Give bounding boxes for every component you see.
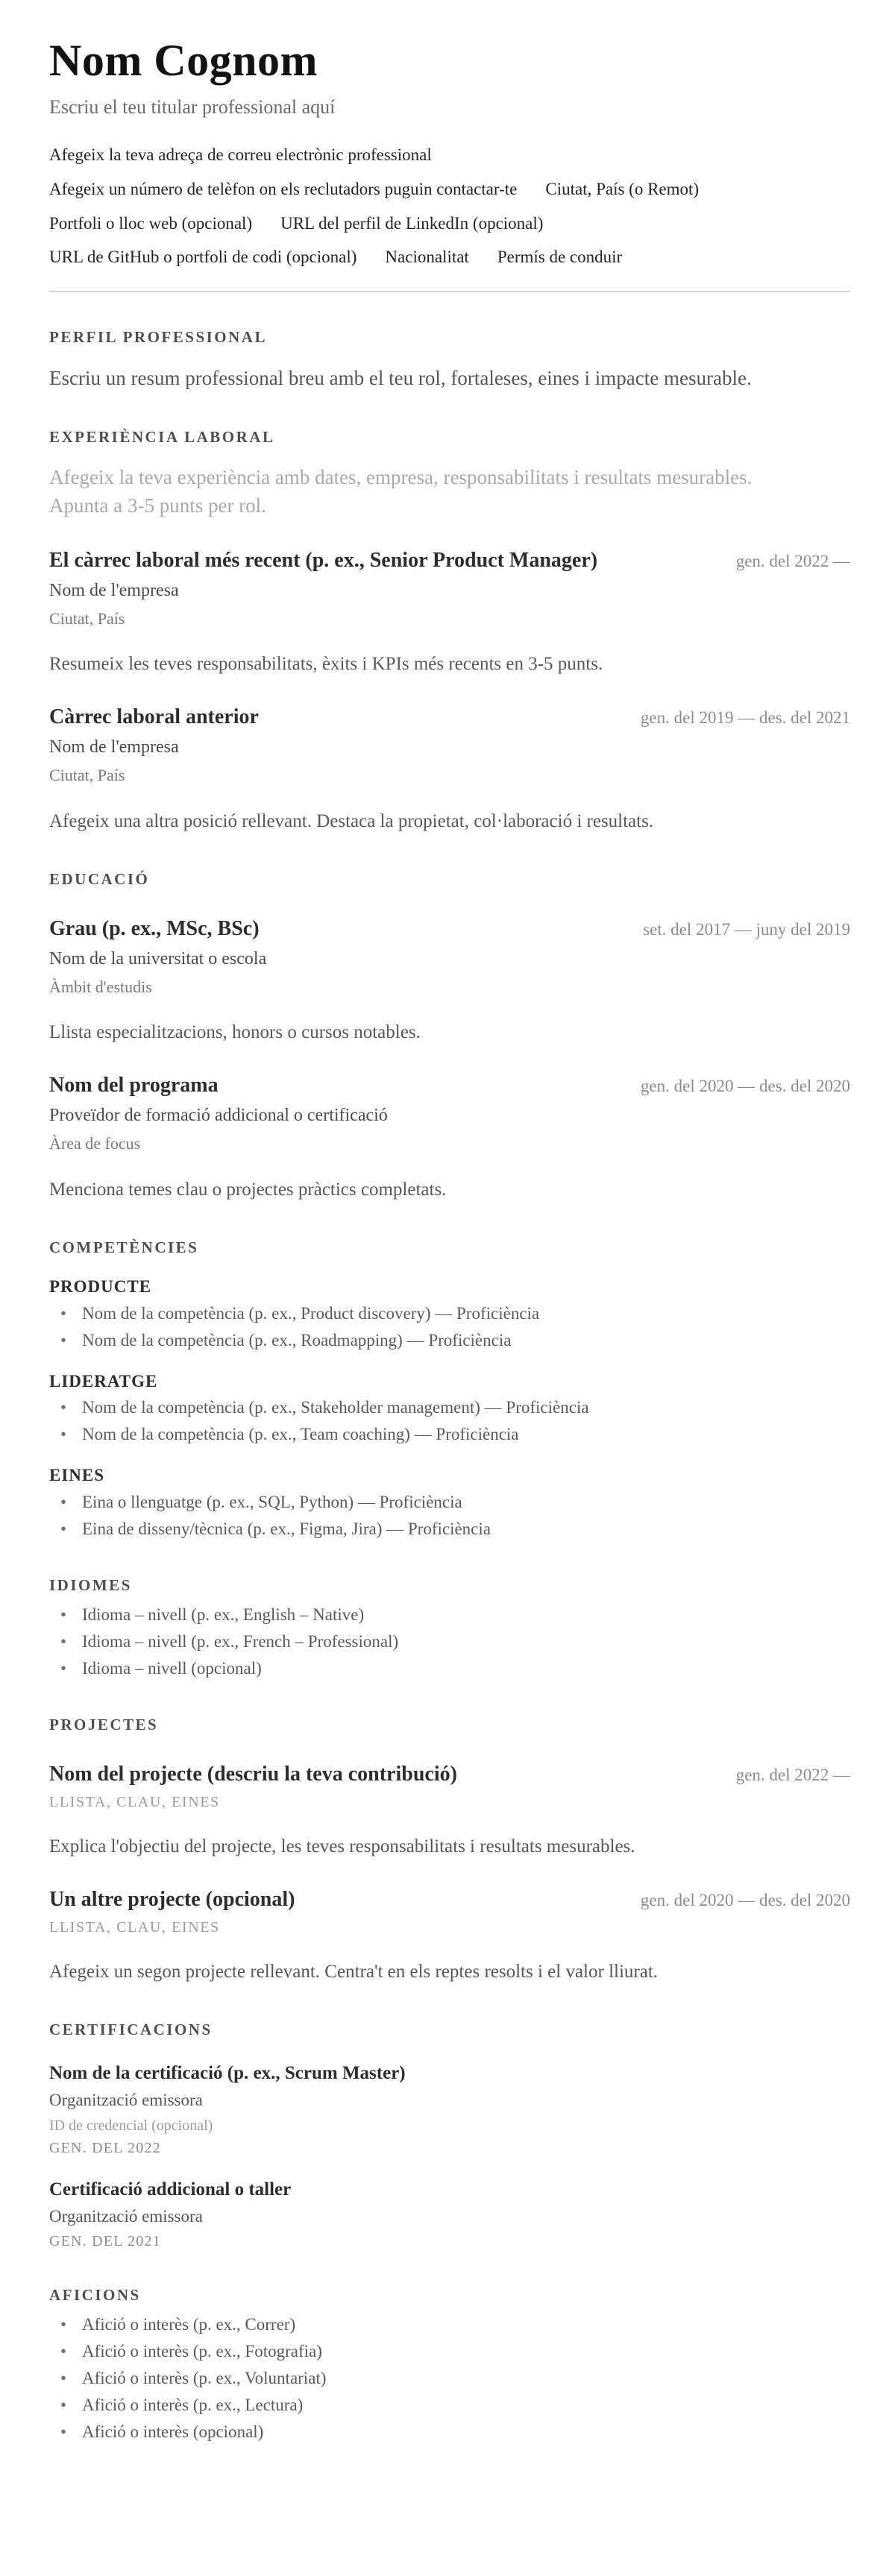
skill-item: • Nom de la competència (p. ex., Stakeholder management) — Proficiència — [49, 1396, 850, 1419]
project-title: Un altre projecte (opcional) — [49, 1887, 295, 1911]
contact-email: Afegeix la teva adreça de correu electrònic professional — [49, 145, 432, 164]
contact-row-3 — [49, 212, 850, 235]
company-name: Nom de l'empresa — [49, 737, 179, 758]
skill-list — [49, 1396, 850, 1446]
experience-entry-1 — [49, 547, 850, 678]
project-dates: gen. del 2020 — des. del 2020 — [640, 1890, 850, 1909]
experience-section-heading: EXPERIÈNCIA LABORAL — [49, 427, 275, 446]
section-languages — [49, 1576, 850, 1680]
experience-entry-header — [49, 704, 850, 730]
job-location: Ciutat, País — [49, 766, 125, 785]
skill-group-name: EINES — [49, 1466, 105, 1485]
project-description: Explica l'objectiu del projecte, les teves responsabilitats i resultats mesurables. — [49, 1836, 635, 1857]
skill-group-leadership — [49, 1371, 850, 1446]
contact-portfolio: Portfoli o lloc web (opcional) — [49, 213, 253, 233]
skill-item: • Nom de la competència (p. ex., Product discovery) — Proficiència — [49, 1303, 850, 1325]
project-entry-header — [49, 1761, 850, 1787]
skills-section-heading: COMPETÈNCIES — [49, 1238, 199, 1256]
project-description: Afegeix un segon projecte rellevant. Centra't en els reptes resolts i el valor lliurat. — [49, 1961, 659, 1982]
job-title: El càrrec laboral més recent (p. ex., Senior Product Manager) — [49, 548, 598, 572]
project-tags: LLISTA, CLAU, EINES — [49, 1793, 220, 1810]
project-entry-2 — [49, 1886, 850, 1985]
education-dates: set. del 2017 — juny del 2019 — [643, 919, 850, 939]
certification-entry-2 — [49, 2178, 850, 2250]
skill-item: • Eina o llenguatge (p. ex., SQL, Python) — Proficiència — [49, 1491, 850, 1514]
company-name: Nom de l'empresa — [49, 580, 179, 600]
field-of-study: Àrea de focus — [49, 1134, 141, 1153]
hobby-item: • Afició o interès (p. ex., Fotografia) — [49, 2340, 850, 2363]
profile-section-heading: PERFIL PROFESSIONAL — [49, 328, 267, 347]
hobbies-section-heading: AFICIONS — [49, 2285, 141, 2304]
contact-location: Ciutat, País (o Remot) — [545, 179, 700, 198]
skill-group-name: LIDERATGE — [49, 1371, 158, 1391]
certification-name: Nom de la certificació (p. ex., Scrum Master) — [49, 2062, 406, 2083]
experience-entry-header — [49, 547, 850, 573]
language-item: • Idioma – nivell (opcional) — [49, 1657, 850, 1680]
language-list — [49, 1604, 850, 1680]
job-dates: gen. del 2022 — — [735, 551, 850, 570]
professional-headline: Escriu el teu titular professional aquí — [49, 96, 336, 118]
contact-row-2 — [49, 178, 850, 201]
section-profile — [49, 328, 850, 392]
project-entry-header — [49, 1886, 850, 1912]
contact-driving-license: Permís de conduir — [497, 248, 623, 267]
contact-linkedin: URL del perfil de LinkedIn (opcional) — [280, 213, 544, 233]
education-entry-2 — [49, 1072, 850, 1203]
education-entry-1 — [49, 916, 850, 1046]
school-name: Proveïdor de formació addicional o certificació — [49, 1106, 388, 1126]
certification-credential-id: ID de credencial (opcional) — [49, 2117, 213, 2134]
education-section-heading: EDUCACIÓ — [49, 869, 150, 888]
languages-section-heading: IDIOMES — [49, 1575, 132, 1594]
section-skills — [49, 1238, 850, 1540]
contact-nationality: Nacionalitat — [385, 248, 469, 267]
header-divider — [49, 291, 850, 292]
certification-date: GEN. DEL 2022 — [49, 2139, 161, 2156]
job-summary: Resumeix les teves responsabilitats, èxits i KPIs més recents en 3-5 punts. — [49, 654, 603, 675]
profile-summary: Escriu un resum professional breu amb el teu rol, fortaleses, eines i impacte mesurable. — [49, 366, 752, 389]
certification-date: GEN. DEL 2021 — [49, 2232, 161, 2249]
project-dates: gen. del 2022 — — [735, 1765, 850, 1784]
skill-list — [49, 1303, 850, 1352]
contact-phone: Afegeix un número de telèfon on els reclutadors puguin contactar-te — [49, 179, 518, 198]
skill-group-name: PRODUCTE — [49, 1277, 152, 1297]
experience-entry-2 — [49, 704, 850, 834]
language-item: • Idioma – nivell (p. ex., French – Professional) — [49, 1631, 850, 1653]
education-note: Llista especialitzacions, honors o cursos notables. — [49, 1022, 421, 1043]
certification-name: Certificació addicional o taller — [49, 2179, 292, 2199]
skill-item: • Eina de disseny/tècnica (p. ex., Figma, Jira) — Proficiència — [49, 1518, 850, 1540]
education-entry-header — [49, 1072, 850, 1098]
hobby-item: • Afició o interès (p. ex., Lectura) — [49, 2394, 850, 2416]
section-hobbies — [49, 2286, 850, 2443]
hobby-item: • Afició o interès (p. ex., Correr) — [49, 2314, 850, 2336]
job-summary: Afegeix una altra posició rellevant. Destaca la propietat, col·laboració i resultats. — [49, 810, 654, 831]
skill-item: • Nom de la competència (p. ex., Roadmapping) — Proficiència — [49, 1329, 850, 1352]
experience-placeholder: Afegeix la teva experiència amb dates, empresa, responsabilitats i resultats mesurables. Apunta a 3-5 punts per rol. — [49, 466, 753, 517]
job-title: Càrrec laboral anterior — [49, 705, 259, 729]
language-item: • Idioma – nivell (p. ex., English – Native) — [49, 1604, 850, 1626]
project-entry-1 — [49, 1761, 850, 1859]
job-location: Ciutat, País — [49, 608, 125, 628]
certifications-section-heading: CERTIFICACIONS — [49, 2020, 213, 2038]
certification-issuer: Organització emissora — [49, 2207, 203, 2226]
education-dates: gen. del 2020 — des. del 2020 — [640, 1077, 850, 1096]
contact-info — [49, 144, 850, 269]
section-certifications — [49, 2021, 850, 2250]
hobby-item: • Afició o interès (p. ex., Voluntariat) — [49, 2367, 850, 2390]
candidate-name: Nom Cognom — [49, 36, 318, 85]
contact-row-1 — [49, 144, 850, 166]
project-title: Nom del projecte (descriu la teva contribució) — [49, 1762, 457, 1786]
contact-row-4 — [49, 246, 850, 268]
skill-list — [49, 1491, 850, 1540]
hobby-item: • Afició o interès (opcional) — [49, 2421, 850, 2443]
certification-entry-1 — [49, 2062, 850, 2157]
skill-group-tools — [49, 1465, 850, 1540]
resume-header — [49, 37, 850, 292]
degree-title: Nom del programa — [49, 1074, 219, 1098]
field-of-study: Àmbit d'estudis — [49, 977, 152, 996]
education-note: Menciona temes clau o projectes pràctics completats. — [49, 1179, 447, 1200]
education-entry-header — [49, 916, 850, 942]
section-experience — [49, 428, 850, 834]
job-dates: gen. del 2019 — des. del 2021 — [640, 708, 850, 728]
projects-section-heading: PROJECTES — [49, 1715, 159, 1733]
skill-item: • Nom de la competència (p. ex., Team coaching) — Proficiència — [49, 1423, 850, 1446]
project-tags: LLISTA, CLAU, EINES — [49, 1918, 220, 1936]
contact-github: URL de GitHub o portfoli de codi (opcional) — [49, 248, 357, 267]
hobby-list — [49, 2314, 850, 2443]
skill-group-product — [49, 1276, 850, 1352]
school-name: Nom de la universitat o escola — [49, 948, 267, 969]
section-projects — [49, 1716, 850, 1985]
section-education — [49, 870, 850, 1203]
degree-title: Grau (p. ex., MSc, BSc) — [49, 916, 260, 940]
certification-issuer: Organització emissora — [49, 2091, 203, 2110]
